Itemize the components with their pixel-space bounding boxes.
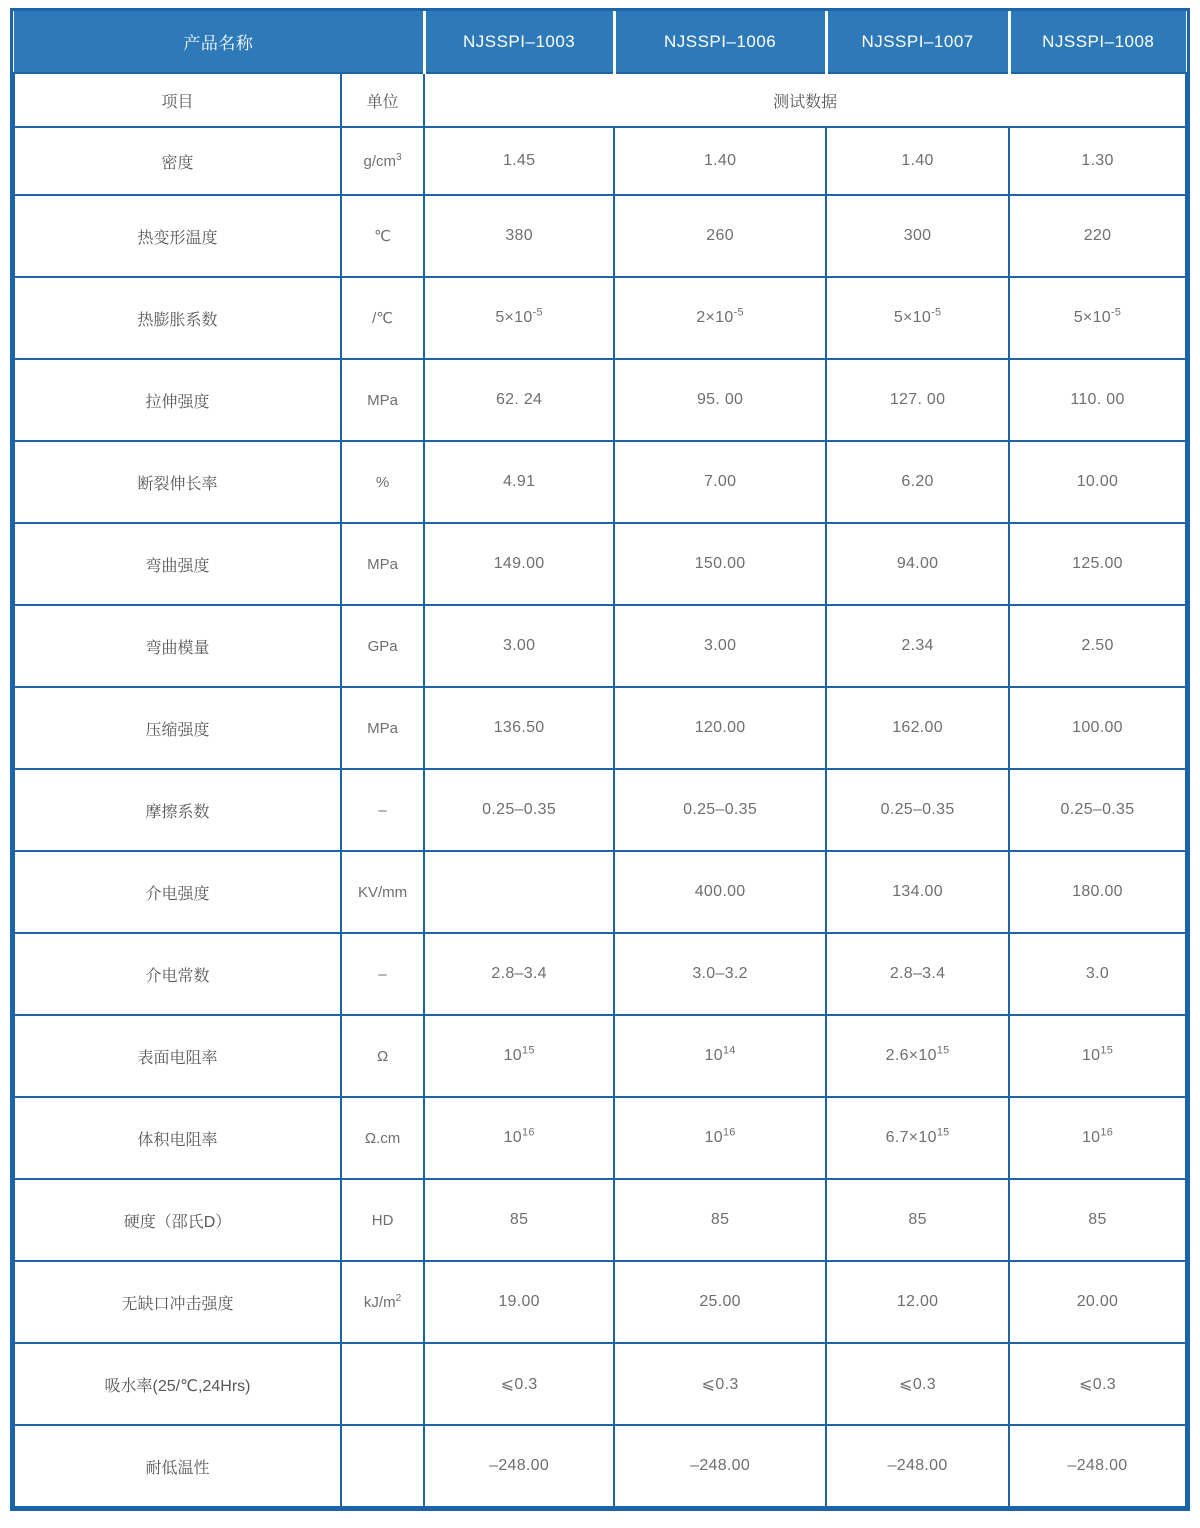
value-cell: 2.8–3.4	[424, 933, 614, 1015]
value-cell: $6.7\times 10^{15}$	[826, 1097, 1009, 1179]
row-label-cell: 弯曲模量	[14, 605, 341, 687]
value-cell: 380	[424, 195, 614, 277]
table-row	[14, 1261, 1186, 1343]
unit-cell: KV/mm	[341, 851, 424, 933]
row-label-cell: 压缩强度	[14, 687, 341, 769]
value-cell: $10^{16}$	[614, 1097, 826, 1179]
unit-cell: Ω.cm	[341, 1097, 424, 1179]
table-row	[14, 605, 1186, 687]
value-cell: $5\times 10^{-5}$	[1009, 277, 1186, 359]
value-cell: 1.45	[424, 127, 614, 195]
value-cell: 400.00	[614, 851, 826, 933]
row-label-cell: 硬度（邵氏D）	[14, 1179, 341, 1261]
unit-cell: /℃	[341, 277, 424, 359]
value-cell: ⩽0.3	[1009, 1343, 1186, 1425]
value-cell: $5\times 10^{-5}$	[826, 277, 1009, 359]
value-cell	[424, 851, 614, 933]
value-cell: 3.00	[614, 605, 826, 687]
test-data-column-header: 测试数据	[424, 73, 1186, 127]
value-cell: $10^{15}$	[424, 1015, 614, 1097]
value-cell: 25.00	[614, 1261, 826, 1343]
unit-cell: MPa	[341, 687, 424, 769]
table-row	[14, 127, 1186, 195]
product-header-njsspi-1008: NJSSPI–1008	[1009, 11, 1186, 73]
value-cell: 2.34	[826, 605, 1009, 687]
value-cell: 2.50	[1009, 605, 1186, 687]
value-cell: 85	[826, 1179, 1009, 1261]
value-cell: 1.40	[614, 127, 826, 195]
value-cell: 0.25–0.35	[424, 769, 614, 851]
spec-table-container	[10, 8, 1190, 1511]
value-cell: 19.00	[424, 1261, 614, 1343]
product-spec-table	[13, 11, 1187, 1508]
table-row	[14, 441, 1186, 523]
value-cell: 110. 00	[1009, 359, 1186, 441]
table-row	[14, 1425, 1186, 1507]
row-label-cell: 吸水率(25/℃,24Hrs)	[14, 1343, 341, 1425]
value-cell: 95. 00	[614, 359, 826, 441]
value-cell: –248.00	[424, 1425, 614, 1507]
value-cell: 3.00	[424, 605, 614, 687]
unit-cell: MPa	[341, 359, 424, 441]
row-label-cell: 耐低温性	[14, 1425, 341, 1507]
row-label-cell: 介电强度	[14, 851, 341, 933]
table-row	[14, 687, 1186, 769]
value-cell: 100.00	[1009, 687, 1186, 769]
table-row	[14, 1343, 1186, 1425]
value-cell: –248.00	[826, 1425, 1009, 1507]
row-label-cell: 无缺口冲击强度	[14, 1261, 341, 1343]
table-row	[14, 523, 1186, 605]
value-cell: 7.00	[614, 441, 826, 523]
value-cell: 85	[614, 1179, 826, 1261]
table-row	[14, 851, 1186, 933]
product-header-njsspi-1003: NJSSPI–1003	[424, 11, 614, 73]
row-label-cell: 摩擦系数	[14, 769, 341, 851]
product-header-row	[14, 11, 1186, 73]
value-cell: 260	[614, 195, 826, 277]
value-cell: 1.40	[826, 127, 1009, 195]
unit-cell: $kJ/m^2$	[341, 1261, 424, 1343]
value-cell: 0.25–0.35	[1009, 769, 1186, 851]
value-cell: 127. 00	[826, 359, 1009, 441]
value-cell: ⩽0.3	[614, 1343, 826, 1425]
table-row	[14, 1015, 1186, 1097]
row-label-cell: 热膨胀系数	[14, 277, 341, 359]
value-cell: 149.00	[424, 523, 614, 605]
unit-cell: –	[341, 933, 424, 1015]
product-name-label: 产品名称	[14, 11, 424, 73]
value-cell: 20.00	[1009, 1261, 1186, 1343]
unit-cell: $g/cm^3$	[341, 127, 424, 195]
unit-cell: HD	[341, 1179, 424, 1261]
value-cell: $10^{14}$	[614, 1015, 826, 1097]
value-cell: 1.30	[1009, 127, 1186, 195]
product-header-njsspi-1006: NJSSPI–1006	[614, 11, 826, 73]
unit-cell: Ω	[341, 1015, 424, 1097]
table-row	[14, 359, 1186, 441]
row-label-cell: 介电常数	[14, 933, 341, 1015]
value-cell: 0.25–0.35	[614, 769, 826, 851]
table-row	[14, 277, 1186, 359]
row-label-cell: 密度	[14, 127, 341, 195]
item-column-header: 项目	[14, 73, 341, 127]
unit-column-header: 单位	[341, 73, 424, 127]
table-row	[14, 195, 1186, 277]
value-cell: 85	[424, 1179, 614, 1261]
product-header-njsspi-1007: NJSSPI–1007	[826, 11, 1009, 73]
value-cell: 85	[1009, 1179, 1186, 1261]
value-cell: 10.00	[1009, 441, 1186, 523]
value-cell: 120.00	[614, 687, 826, 769]
value-cell: ⩽0.3	[424, 1343, 614, 1425]
value-cell: $5\times 10^{-5}$	[424, 277, 614, 359]
value-cell: 3.0–3.2	[614, 933, 826, 1015]
value-cell: 220	[1009, 195, 1186, 277]
unit-cell: –	[341, 769, 424, 851]
value-cell: $10^{15}$	[1009, 1015, 1186, 1097]
value-cell: 162.00	[826, 687, 1009, 769]
value-cell: 180.00	[1009, 851, 1186, 933]
unit-cell: GPa	[341, 605, 424, 687]
row-label-cell: 表面电阻率	[14, 1015, 341, 1097]
unit-cell: MPa	[341, 523, 424, 605]
value-cell: $2.6\times 10^{15}$	[826, 1015, 1009, 1097]
value-cell: –248.00	[1009, 1425, 1186, 1507]
value-cell: 136.50	[424, 687, 614, 769]
unit-cell: ℃	[341, 195, 424, 277]
value-cell: 3.0	[1009, 933, 1186, 1015]
value-cell: 6.20	[826, 441, 1009, 523]
value-cell: 12.00	[826, 1261, 1009, 1343]
subheader-row	[14, 73, 1186, 127]
value-cell: $10^{16}$	[424, 1097, 614, 1179]
unit-cell: %	[341, 441, 424, 523]
value-cell: 94.00	[826, 523, 1009, 605]
table-row	[14, 1179, 1186, 1261]
value-cell: 134.00	[826, 851, 1009, 933]
table-row	[14, 1097, 1186, 1179]
table-row	[14, 769, 1186, 851]
row-label-cell: 断裂伸长率	[14, 441, 341, 523]
value-cell: –248.00	[614, 1425, 826, 1507]
value-cell: 125.00	[1009, 523, 1186, 605]
value-cell: 300	[826, 195, 1009, 277]
row-label-cell: 弯曲强度	[14, 523, 341, 605]
value-cell: 0.25–0.35	[826, 769, 1009, 851]
row-label-cell: 体积电阻率	[14, 1097, 341, 1179]
value-cell: ⩽0.3	[826, 1343, 1009, 1425]
table-row	[14, 933, 1186, 1015]
value-cell: 4.91	[424, 441, 614, 523]
unit-cell	[341, 1425, 424, 1507]
row-label-cell: 拉伸强度	[14, 359, 341, 441]
value-cell: 2.8–3.4	[826, 933, 1009, 1015]
value-cell: $2\times 10^{-5}$	[614, 277, 826, 359]
value-cell: 62. 24	[424, 359, 614, 441]
value-cell: 150.00	[614, 523, 826, 605]
row-label-cell: 热变形温度	[14, 195, 341, 277]
unit-cell	[341, 1343, 424, 1425]
value-cell: $10^{16}$	[1009, 1097, 1186, 1179]
